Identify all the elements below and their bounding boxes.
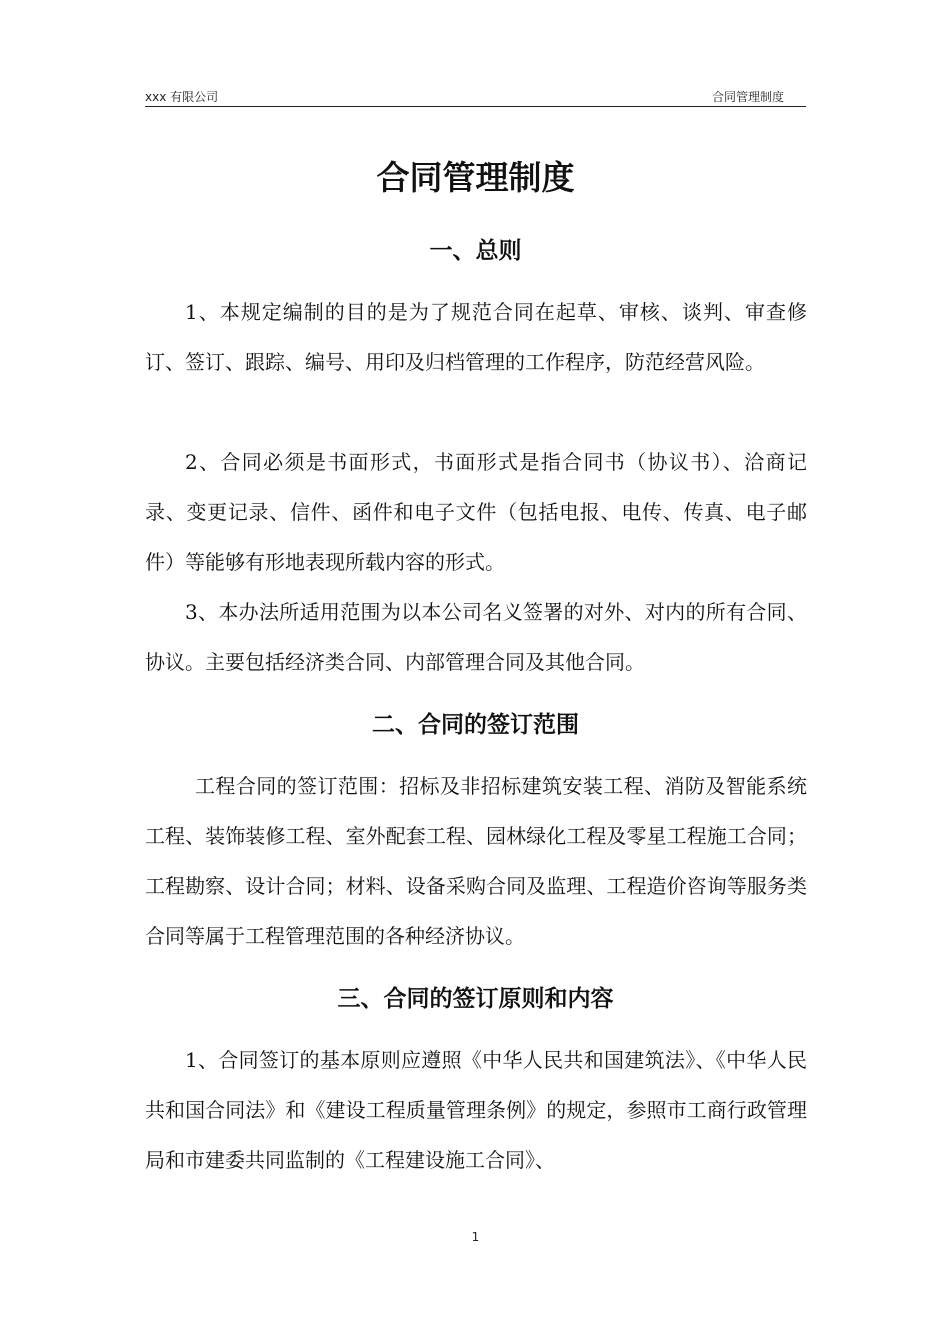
page-number: 1 [471,1230,480,1244]
header-company: xxx 有限公司 [145,90,219,104]
paragraph-general-3: 3、本办法所适用范围为以本公司名义签署的对外、对内的所有合同、协议。主要包括经济类合同、内部管理合同及其他合同。 [145,600,807,674]
document-title: 合同管理制度 [376,158,575,197]
paragraph-general-1: 1、本规定编制的目的是为了规范合同在起草、审核、谈判、审查修订、签订、跟踪、编号、用印及归档管理的工作程序，防范经营风险。 [145,300,807,374]
paragraph-scope-1: 工程合同的签订范围：招标及非招标建筑安装工程、消防及智能系统工程、装饰装修工程、室外配套工程、园林绿化工程及零星工程施工合同；工程勘察、设计合同；材料、设备采购合同及监理、工程造价咨询等服务类合同等属于工程管理范围的各种经济协议。 [145,774,807,948]
section-heading-scope: 二、合同的签订范围 [372,712,579,738]
section-heading-general: 一、总则 [429,238,522,264]
page-header [145,86,806,107]
header-doc-name: 合同管理制度 [711,90,784,104]
section-heading-principles: 三、合同的签订原则和内容 [337,986,614,1012]
paragraph-principles-1: 1、合同签订的基本原则应遵照《中华人民共和国建筑法》、《中华人民共和国合同法》和《建设工程质量管理条例》的规定，参照市工商行政管理局和市建委共同监制的《工程建设施工合同》、 [145,1048,807,1172]
paragraph-general-2: 2、合同必须是书面形式，书面形式是指合同书（协议书）、洽商记录、变更记录、信件、函件和电子文件（包括电报、电传、传真、电子邮件）等能够有形地表现所载内容的形式。 [145,450,807,574]
